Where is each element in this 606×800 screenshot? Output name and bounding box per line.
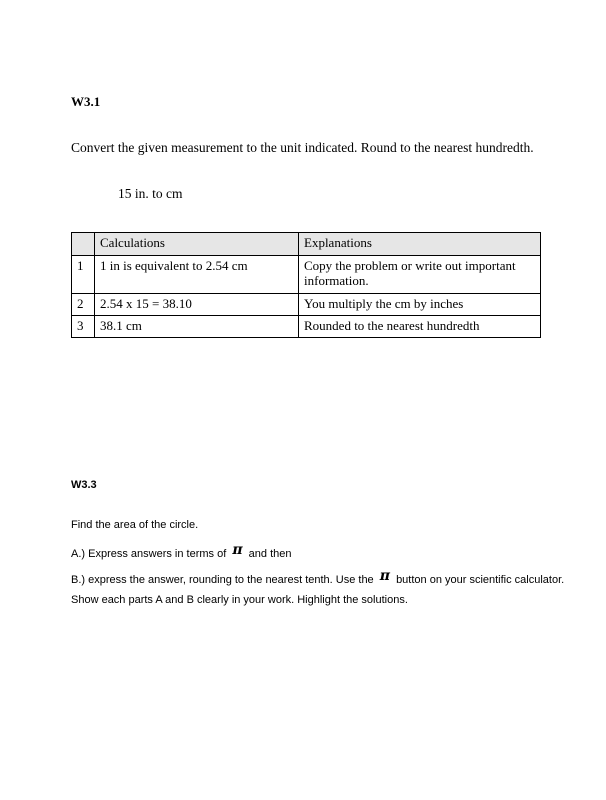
row-number: 1 — [72, 256, 95, 294]
row-number: 2 — [72, 294, 95, 316]
pi-symbol-icon: π — [232, 542, 243, 558]
explanation-cell: Rounded to the nearest hundredth — [299, 316, 541, 338]
table-header-row — [72, 233, 541, 256]
pi-symbol-icon: π — [379, 568, 390, 584]
calculation-cell: 2.54 x 15 = 38.10 — [95, 294, 299, 316]
header-calculations: Calculations — [95, 233, 299, 256]
part-a-text-end: and then — [248, 548, 292, 560]
part-b-instruction — [71, 568, 565, 587]
explanation-cell: Copy the problem or write out important information. — [299, 256, 541, 294]
instructions-text: Convert the given measurement to the unit indicated. Round to the nearest hundredth. — [71, 140, 534, 155]
table-row — [72, 316, 541, 338]
question-prompt: Find the area of the circle. — [71, 519, 199, 531]
solution-table — [71, 232, 541, 338]
section-heading-w3-1: W3.1 — [71, 94, 101, 109]
table-row — [72, 256, 541, 294]
table-row — [72, 294, 541, 316]
problem-statement: 15 in. to cm — [118, 186, 183, 201]
header-number — [72, 233, 95, 256]
explanation-cell: You multiply the cm by inches — [299, 294, 541, 316]
part-a-text: A.) Express answers in terms of — [71, 548, 227, 560]
part-a-instruction — [71, 542, 292, 561]
part-b-text: B.) express the answer, rounding to the nearest tenth. Use the — [71, 574, 374, 586]
show-work-instruction: Show each parts A and B clearly in your work. Highlight the solutions. — [71, 594, 408, 606]
header-explanations: Explanations — [299, 233, 541, 256]
calculation-cell: 1 in is equivalent to 2.54 cm — [95, 256, 299, 294]
part-b-text-end: button on your scientific calculator. — [396, 574, 565, 586]
calculation-cell: 38.1 cm — [95, 316, 299, 338]
section-heading-w3-3: W3.3 — [71, 479, 97, 491]
row-number: 3 — [72, 316, 95, 338]
